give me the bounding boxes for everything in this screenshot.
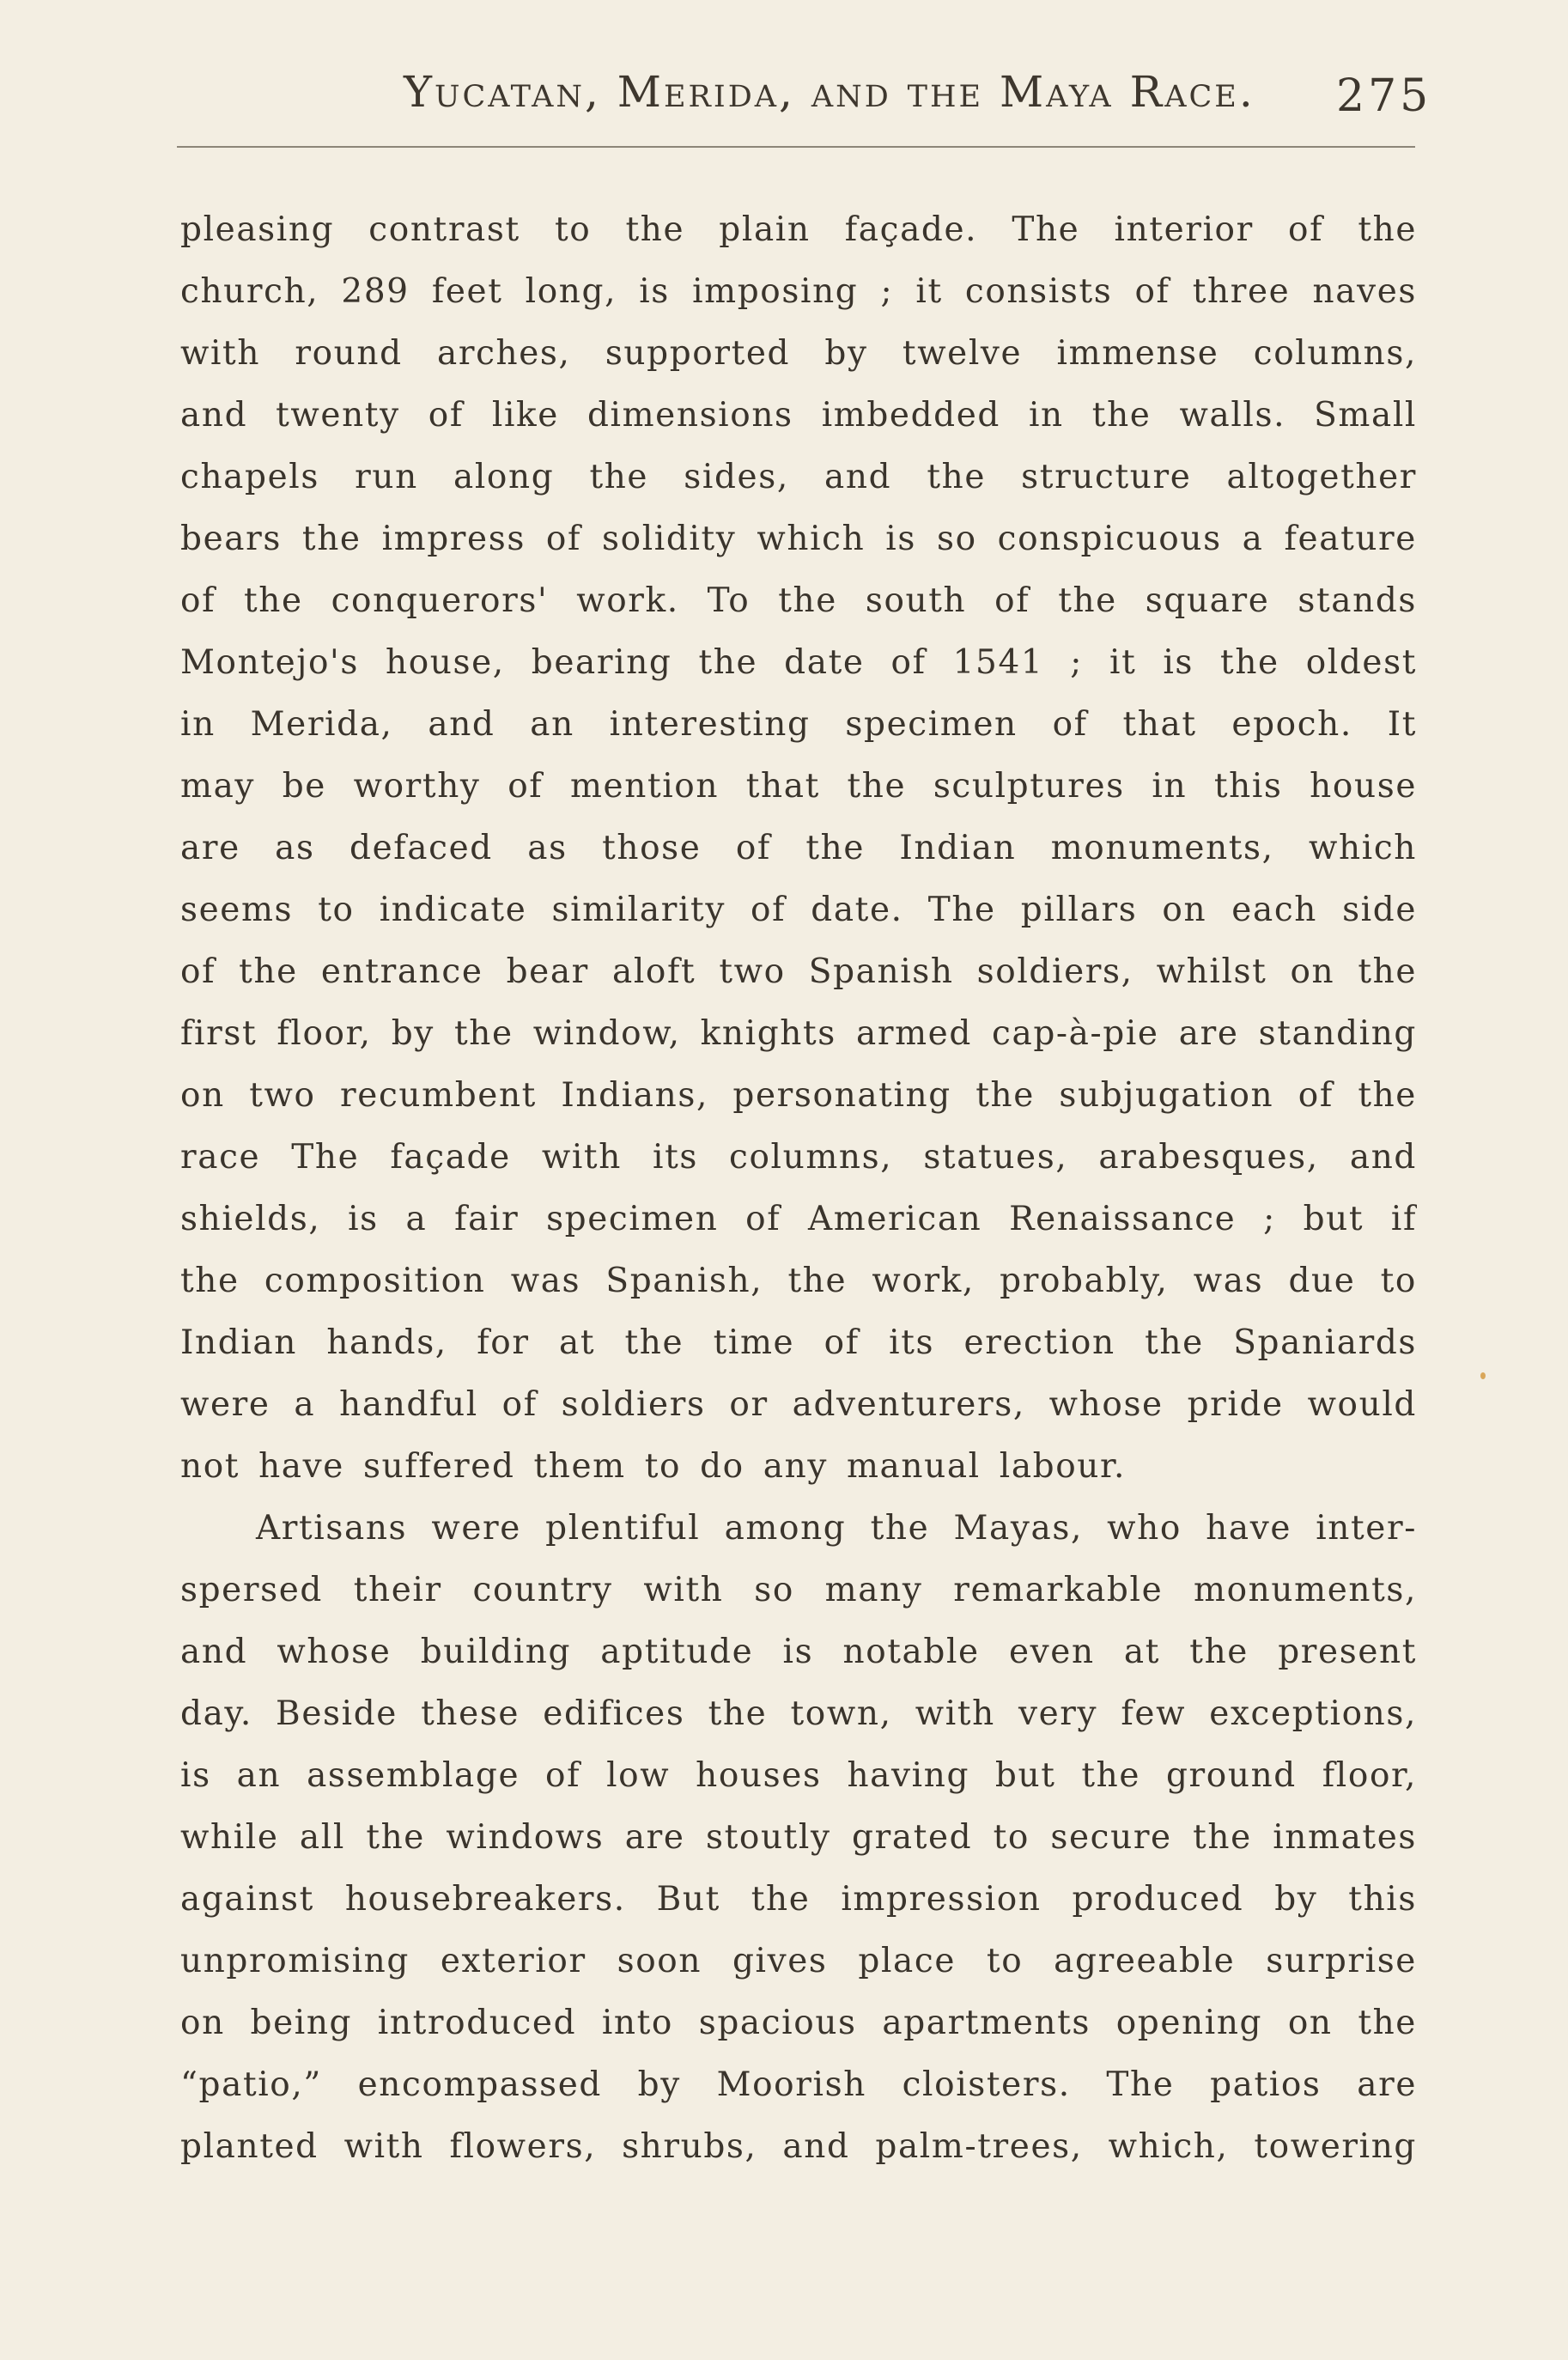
text-line: and twenty of like dimensions imbedded in the walls. Small xyxy=(180,396,1417,435)
text-line: on being introduced into spacious apartments opening on the xyxy=(180,2004,1417,2042)
text-line: seems to indicate similarity of date. The pillars on each side xyxy=(180,891,1417,929)
text-line: and whose building aptitude is notable even at the present xyxy=(180,1633,1417,1671)
text-line: “patio,” encompassed by Moorish cloisters. The patios are xyxy=(180,2065,1417,2104)
text-line: bears the impress of solidity which is so conspicuous a feature xyxy=(180,520,1417,558)
text-line: may be worthy of mention that the sculptures in this house xyxy=(180,767,1417,806)
text-line: of the entrance bear aloft two Spanish soldiers, whilst on the xyxy=(180,952,1417,991)
text-line: are as defaced as those of the Indian monuments, which xyxy=(180,829,1417,867)
paper-speck xyxy=(1480,1372,1486,1379)
text-line: church, 289 feet long, is imposing ; it consists of three naves xyxy=(180,272,1417,311)
text-line: in Merida, and an interesting specimen of that epoch. It xyxy=(180,705,1417,744)
text-line: with round arches, supported by twelve immense columns, xyxy=(180,334,1417,373)
text-line: the composition was Spanish, the work, probably, was due to xyxy=(180,1262,1417,1300)
text-line: race The façade with its columns, statues, arabesques, and xyxy=(180,1138,1417,1177)
text-line: were a handful of soldiers or adventurers, whose pride would xyxy=(180,1385,1417,1424)
body-text xyxy=(180,199,1417,2178)
text-line: Artisans were plentiful among the Mayas, who have inter- xyxy=(256,1509,1417,1548)
text-line: chapels run along the sides, and the structure altogether xyxy=(180,458,1417,496)
text-line: unpromising exterior soon gives place to agreeable surprise xyxy=(180,1942,1417,1980)
text-line: pleasing contrast to the plain façade. The interior of the xyxy=(180,210,1417,249)
text-line: planted with flowers, shrubs, and palm-trees, which, towering xyxy=(180,2127,1417,2166)
text-line: Montejo's house, bearing the date of 1541 ; it is the oldest xyxy=(180,643,1417,682)
page-number: 275 xyxy=(1336,70,1432,122)
text-line: not have suffered them to do any manual labour. xyxy=(180,1447,1126,1486)
running-head: Yucatan, Merida, and the Maya Race. xyxy=(404,67,1255,117)
text-line: against housebreakers. But the impression produced by this xyxy=(180,1880,1417,1919)
paragraph-1 xyxy=(180,199,1417,1498)
text-line: is an assemblage of low houses having but the ground floor, xyxy=(180,1756,1417,1795)
text-line: on two recumbent Indians, personating the subjugation of the xyxy=(180,1076,1417,1115)
paragraph-2 xyxy=(180,1498,1417,2178)
text-line: of the conquerors' work. To the south of the square stands xyxy=(180,581,1417,620)
text-line: first floor, by the window, knights armed cap-à-pie are standing xyxy=(180,1014,1417,1053)
header-rule xyxy=(177,146,1415,148)
text-line: shields, is a fair specimen of American Renaissance ; but if xyxy=(180,1200,1417,1238)
text-line: day. Beside these edifices the town, with very few exceptions, xyxy=(180,1694,1417,1733)
text-line: while all the windows are stoutly grated to secure the inmates xyxy=(180,1818,1417,1857)
text-line: spersed their country with so many remarkable monuments, xyxy=(180,1571,1417,1609)
text-line: Indian hands, for at the time of its erection the Spaniards xyxy=(180,1323,1417,1362)
